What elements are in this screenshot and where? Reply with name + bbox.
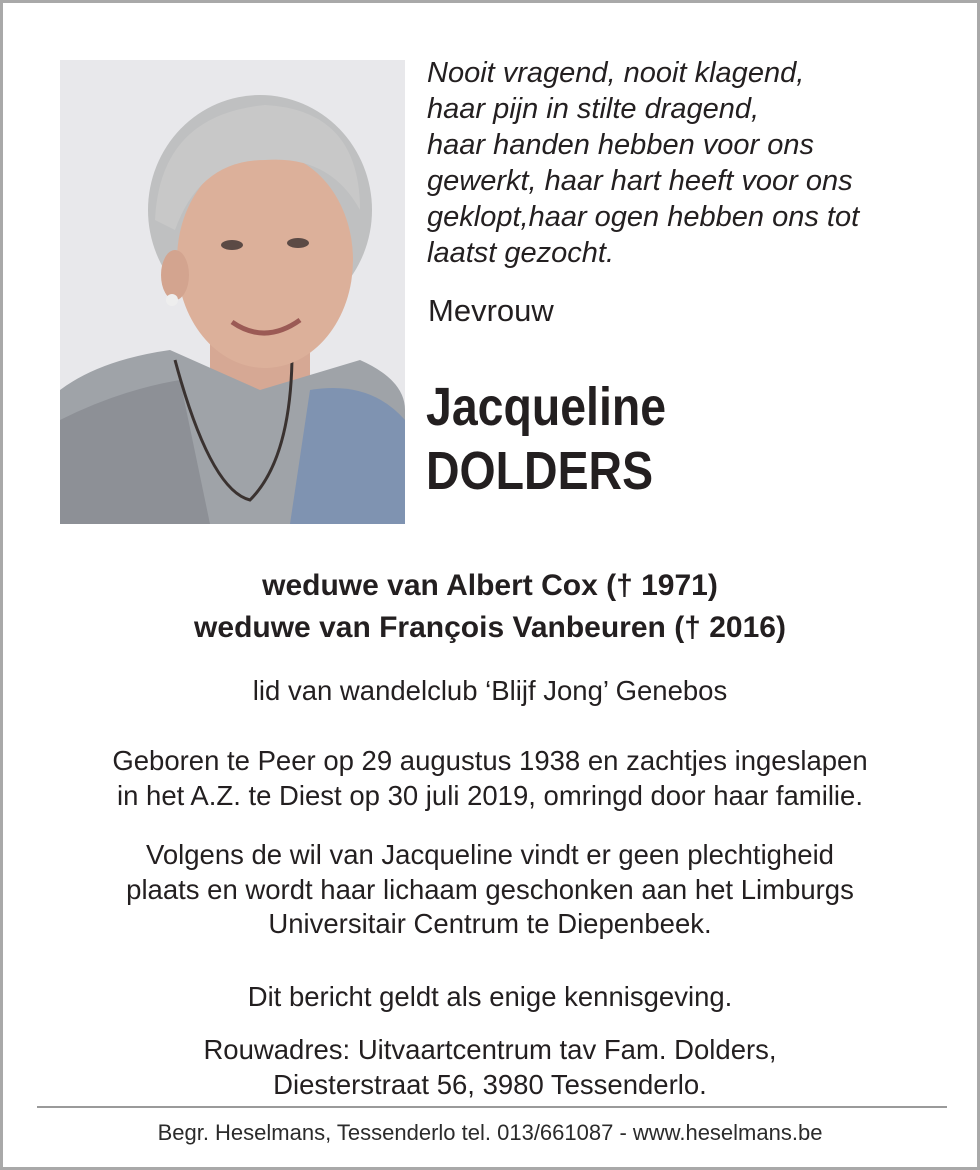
funeral-home-footer: Begr. Heselmans, Tessenderlo tel. 013/661087 - www.heselmans.be <box>157 1120 823 1145</box>
will-line: Universitair Centrum te Diepenbeek. <box>268 908 712 939</box>
birth-line: Geboren te Peer op 29 augustus 1938 en zachtjes ingeslapen <box>112 745 868 776</box>
last-will-info <box>3 838 977 942</box>
poem-line: haar handen hebben voor ons <box>427 129 814 161</box>
widow-info <box>3 565 977 649</box>
poem-line: Nooit vragend, nooit klagend, <box>427 57 805 89</box>
poem-line: laatst gezocht. <box>427 237 614 269</box>
honorific: Mevrouw <box>428 293 554 328</box>
deceased-name <box>426 375 666 503</box>
first-name: Jacqueline <box>426 377 667 437</box>
poem-line: haar pijn in stilte dragend, <box>427 93 760 125</box>
poem-line: gewerkt, haar hart heeft voor ons <box>427 165 853 197</box>
poem <box>427 55 947 271</box>
last-name: DOLDERS <box>426 441 654 501</box>
birth-death-info <box>3 744 977 813</box>
will-line: Volgens de wil van Jacqueline vindt er geen plechtigheid <box>146 839 834 870</box>
address-line: Diesterstraat 56, 3980 Tessenderlo. <box>273 1068 707 1100</box>
footer-divider <box>37 1106 947 1108</box>
portrait-photo <box>60 60 405 524</box>
notice-statement: Dit bericht geldt als enige kennisgeving. <box>247 981 733 1012</box>
club-membership: lid van wandelclub ‘Blijf Jong’ Genebos <box>252 675 728 706</box>
widow-line: weduwe van François Vanbeuren († 2016) <box>194 611 786 644</box>
poem-line: geklopt,haar ogen hebben ons tot <box>427 201 860 233</box>
will-line: plaats en wordt haar lichaam geschonken aan het Limburgs <box>126 873 854 905</box>
widow-line: weduwe van Albert Cox († 1971) <box>262 569 718 602</box>
address-line: Rouwadres: Uitvaartcentrum tav Fam. Dolders, <box>203 1034 777 1065</box>
birth-line: in het A.Z. te Diest op 30 juli 2019, omringd door haar familie. <box>117 779 863 811</box>
mourning-address <box>3 1033 977 1102</box>
